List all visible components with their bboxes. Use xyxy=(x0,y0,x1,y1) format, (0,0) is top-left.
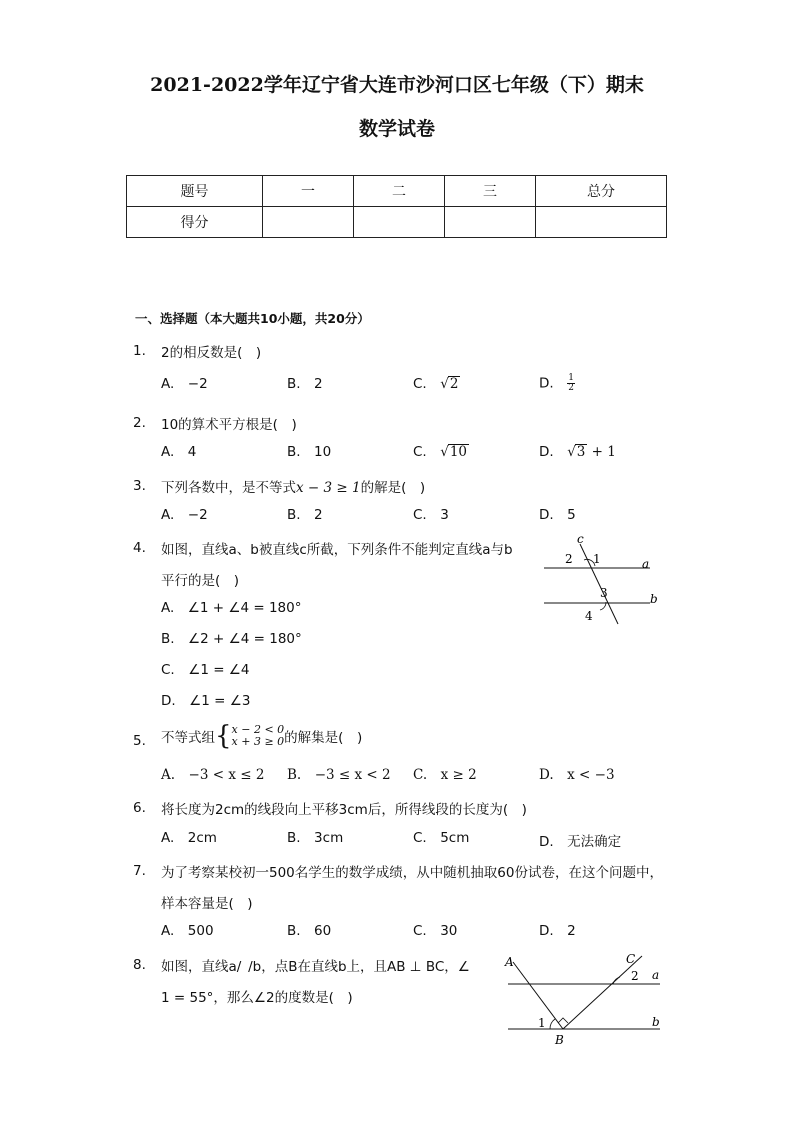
header-cell: 题号 xyxy=(127,176,263,207)
option-b: B. 10 xyxy=(287,444,332,460)
sqrt-symbol: √ xyxy=(440,376,449,392)
inequality: x − 3 ≥ 1 xyxy=(296,480,361,496)
angle-arc-1 xyxy=(550,1019,555,1029)
option-c xyxy=(413,376,460,392)
inequality-1: x − 2 < 0 xyxy=(231,723,285,736)
sqrt-symbol: √ xyxy=(440,444,449,460)
denominator: 2 xyxy=(568,383,574,393)
question-number: 1. xyxy=(133,343,146,359)
header-cell: 二 xyxy=(354,176,445,207)
figure-q4 xyxy=(538,530,668,630)
option-d: D. 5 xyxy=(539,507,576,523)
option-c xyxy=(413,444,469,460)
option-label: C. xyxy=(413,376,441,392)
sqrt-radicand: 3 xyxy=(576,444,586,460)
option-c: C. 3 xyxy=(413,507,449,523)
sqrt-radicand: 10 xyxy=(449,444,468,460)
header-cell: 一 xyxy=(263,176,354,207)
label-2: 2 xyxy=(631,969,639,983)
right-angle-mark xyxy=(558,1018,568,1023)
label-a: a xyxy=(642,557,650,571)
label-B: B xyxy=(555,1033,564,1047)
option-a: A. 4 xyxy=(161,444,197,460)
question-text xyxy=(161,721,362,751)
fraction xyxy=(567,374,575,393)
score-cell[interactable] xyxy=(354,207,445,238)
text-part: 下列各数中，是不等式 xyxy=(161,480,296,496)
label-C: C xyxy=(626,952,636,966)
label-c: c xyxy=(577,532,584,546)
option-c: C. x ≥ 2 xyxy=(413,767,477,783)
header-cell: 总分 xyxy=(536,176,667,207)
question-number: 2. xyxy=(133,415,146,431)
sqrt-radicand: 2 xyxy=(449,376,459,392)
label-4: 4 xyxy=(585,609,593,623)
question-text: 2的相反数是( ) xyxy=(161,345,262,361)
sqrt-symbol: √ xyxy=(567,444,576,460)
question-text-line-2: 平行的是( ) xyxy=(161,573,240,589)
score-table-row xyxy=(127,207,667,238)
option-b: B. 2 xyxy=(287,507,323,523)
option-d: D. 2 xyxy=(539,923,576,939)
option-d xyxy=(539,444,616,460)
inequality-2: x + 3 ≥ 0 xyxy=(231,735,285,748)
option-b: B. −3 ≤ x < 2 xyxy=(287,767,391,783)
option-a: A. 500 xyxy=(161,923,214,939)
figure-q8 xyxy=(500,948,670,1048)
score-table-header-row xyxy=(127,176,667,207)
option-c: C. ∠1 = ∠4 xyxy=(161,662,250,678)
question-text-line-1: 如图，直线a/ /b，点B在直线b上，且AB ⊥ BC，∠ xyxy=(161,959,470,975)
question-number: 7. xyxy=(133,863,146,879)
question-text-line-1: 为了考察某校初一500名学生的数学成绩，从中随机抽取60份试卷，在这个问题中， xyxy=(161,865,663,881)
option-b: B. ∠2 + ∠4 = 180° xyxy=(161,631,302,647)
option-label: D. xyxy=(539,444,568,460)
label-1: 1 xyxy=(538,1016,546,1030)
brace-symbol: { xyxy=(215,721,232,751)
segment-bc xyxy=(563,956,642,1029)
label-A: A xyxy=(505,955,514,969)
option-b: B. 60 xyxy=(287,923,332,939)
text-part: 的解集是( ) xyxy=(284,730,363,746)
numerator: 1 xyxy=(568,373,574,383)
option-a: A. −2 xyxy=(161,376,208,392)
title-line-1: 2021-2022学年辽宁省大连市沙河口区七年级（下）期末 xyxy=(150,74,644,96)
text-part: 不等式组 xyxy=(161,730,215,746)
label-3: 3 xyxy=(600,586,608,600)
label-a: a xyxy=(652,968,660,982)
option-c: C. 30 xyxy=(413,923,458,939)
score-cell[interactable] xyxy=(445,207,536,238)
option-d: D. 无法确定 xyxy=(539,834,622,850)
option-a: A. 2cm xyxy=(161,830,217,846)
inequality-system xyxy=(232,724,285,748)
score-cell[interactable] xyxy=(536,207,667,238)
label-b: b xyxy=(650,592,658,606)
expression-tail: + 1 xyxy=(587,444,616,460)
option-label: C. xyxy=(413,444,441,460)
option-c: C. 5cm xyxy=(413,830,470,846)
option-d: D. ∠1 = ∠3 xyxy=(161,693,251,709)
question-text-line-2: 1 = 55°，那么∠2的度数是( ) xyxy=(161,990,353,1006)
question-text: 10的算术平方根是( ) xyxy=(161,417,297,433)
option-b: B. 2 xyxy=(287,376,323,392)
option-a: A. −2 xyxy=(161,507,208,523)
question-text: 将长度为2cm的线段向上平移3cm后，所得线段的长度为( ) xyxy=(161,802,527,818)
question-text xyxy=(161,476,425,496)
question-text-line-1: 如图，直线a、b被直线c所截，下列条件不能判定直线a与b xyxy=(161,542,513,558)
question-number: 4. xyxy=(133,540,146,556)
option-b: B. 3cm xyxy=(287,830,344,846)
label-b: b xyxy=(652,1015,660,1029)
question-text-line-2: 样本容量是( ) xyxy=(161,896,253,912)
section-heading: 一、选择题（本大题共10小题，共20分） xyxy=(135,311,370,326)
angle-arc-2 xyxy=(613,977,620,984)
score-table xyxy=(126,175,667,238)
option-a: A. ∠1 + ∠4 = 180° xyxy=(161,600,302,616)
option-d: D. x < −3 xyxy=(539,767,615,783)
question-number: 6. xyxy=(133,800,146,816)
score-cell[interactable] xyxy=(263,207,354,238)
row-label: 得分 xyxy=(127,207,263,238)
question-number: 8. xyxy=(133,957,146,973)
question-number: 3. xyxy=(133,478,146,494)
title-line-2: 数学试卷 xyxy=(358,118,435,140)
option-d xyxy=(539,374,575,393)
label-2: 2 xyxy=(565,552,573,566)
header-cell: 三 xyxy=(445,176,536,207)
option-a: A. −3 < x ≤ 2 xyxy=(161,767,265,783)
question-number: 5. xyxy=(133,733,146,749)
label-1: 1 xyxy=(593,552,601,566)
text-part: 的解是( ) xyxy=(360,480,426,496)
option-label: D. xyxy=(539,375,568,392)
